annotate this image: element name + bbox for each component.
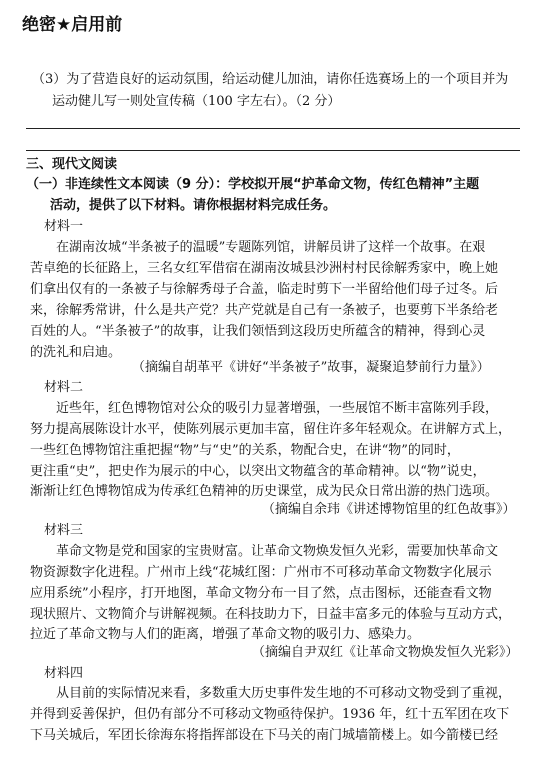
- material2-line: 努力提高展陈设计水平，使陈列展示更加丰富，留住许多年轻观众。在讲解方式上，: [30, 422, 512, 437]
- header-label: 绝密★启用前: [22, 15, 123, 35]
- material3-line: 拉近了革命文物与人们的距离，增强了革命文物的吸引力、感染力。: [30, 627, 421, 642]
- material2-line: 一些红色博物馆注重把握“物”与“史”的关系，物配合史，在讲“物”的同时，: [30, 443, 460, 458]
- material3-line: 物资源数字化进程。广州市上线“花城红图：广州市不可移动革命文物数字化展示: [30, 565, 492, 580]
- material3-line: 现状照片、文物简介与讲解视频。在科技助力下，日益丰富多元的体验与互动方式，: [30, 607, 512, 622]
- material4-label: 材料四: [44, 666, 84, 681]
- material3-label: 材料三: [44, 523, 84, 538]
- material1-line: 百姓的人。“半条被子”的故事，让我们领悟到这段历史所蕴含的精神，得到心灵: [30, 324, 486, 339]
- material1-line: 们拿出仅有的一条被子与徐解秀母子合盖，临走时剪下一半留给他们母子过冬。后: [30, 282, 499, 297]
- material1-line: 在湖南汝城“半条被子的温暖”专题陈列馆，讲解员讲了这样一个故事。在艰: [56, 240, 486, 255]
- material3-source: （摘编自尹双红《让革命文物焕发恒久光彩》）: [252, 645, 519, 660]
- answer-line: [26, 128, 520, 129]
- material2-line: 近些年，红色博物馆对公众的吸引力显著增强，一些展馆不断丰富陈列手段，: [56, 401, 499, 416]
- material1-source: （摘编自胡革平《讲好“半条被子”故事，凝聚追梦前行力量》）: [132, 360, 490, 375]
- subsection-title-line2: 活动，提供了以下材料。请你根据材料完成任务。: [50, 198, 337, 213]
- material2-line: 渐渐让红色博物馆成为传承红色精神的历史课堂，成为民众日常出游的热门选项。: [30, 484, 499, 499]
- question3-line1: （3）为了营造良好的运动氛围，给运动健儿加油，请你任选赛场上的一个项目并为: [32, 72, 509, 87]
- material2-line: 更注重“史”，把史作为展示的中心，以突出文物蕴含的革命精神。以“物”说史，: [30, 464, 486, 479]
- material1-line: 苦卓绝的长征路上，三名女红军借宿在湖南汝城县沙洲村村民徐解秀家中，晚上她: [30, 261, 499, 276]
- material4-line: 并得到妥善保护，但仍有部分不可移动文物亟待保护。1936 年，红十五军团在攻下: [30, 707, 510, 722]
- answer-line: [26, 150, 520, 151]
- material2-label: 材料二: [44, 380, 84, 395]
- subsection-title-line1: （一）非连续性文本阅读（9 分）：学校拟开展“护革命文物，传红色精神”主题: [26, 177, 480, 192]
- material1-line: 的洗礼和启迪。: [30, 345, 122, 360]
- material1-label: 材料一: [44, 219, 84, 234]
- section-title: 三、现代文阅读: [26, 157, 118, 172]
- material4-line: 下马关城后，军团长徐海东将指挥部设在下马关的南门城墙箭楼上。如今箭楼已经: [30, 728, 499, 743]
- material4-line: 从目前的实际情况来看，多数重大历史事件发生地的不可移动文物受到了重视，: [56, 686, 512, 701]
- material3-line: 应用系统”小程序，打开地图，革命文物分布一目了然，点击图标，还能查看文物: [30, 586, 492, 601]
- material3-line: 革命文物是党和国家的宝贵财富。让革命文物焕发恒久光彩，需要加快革命文: [56, 544, 499, 559]
- material2-source: （摘编自余玮《讲述博物馆里的红色故事》）: [262, 502, 516, 517]
- question3-line2: 运动健儿写一则处宣传稿（100 字左右）。（2 分）: [52, 94, 341, 109]
- material1-line: 来，徐解秀常讲，什么是共产党？共产党就是自己有一条被子，也要剪下半条给老: [30, 303, 499, 318]
